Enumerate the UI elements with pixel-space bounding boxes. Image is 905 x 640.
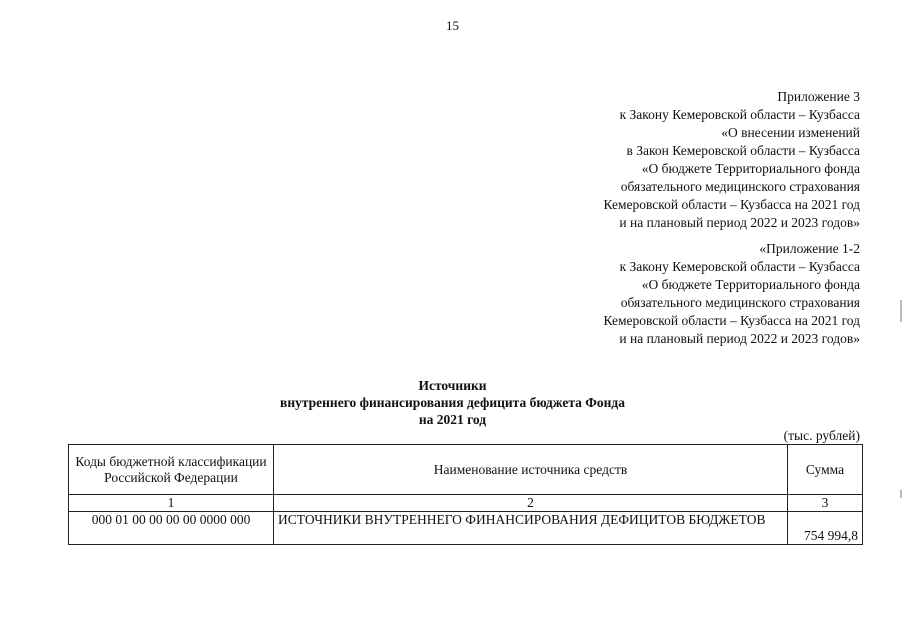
title-line: на 2021 год	[418, 412, 487, 427]
page-number: 15	[446, 18, 459, 33]
appendix-1-2-line: «Приложение 1-2	[759, 241, 860, 256]
column-number-row	[69, 495, 863, 512]
table-header-row	[69, 445, 863, 495]
appendix-3-line: «О внесении изменений	[721, 125, 860, 140]
appendix-3-line: обязательного медицинского страхования	[620, 179, 860, 194]
appendix-1-2-header	[604, 240, 861, 348]
sources-table	[68, 444, 863, 545]
appendix-3-line: и на плановый период 2022 и 2023 годов»	[619, 215, 860, 230]
title-line: Источники	[418, 378, 487, 393]
column-number: 1	[69, 495, 274, 512]
scan-artifact	[900, 490, 902, 498]
row-name: ИСТОЧНИКИ ВНУТРЕННЕГО ФИНАНСИРОВАНИЯ ДЕФИЦИТОВ БЮДЖЕТОВ	[274, 512, 788, 545]
appendix-3-line: к Закону Кемеровской области – Кузбасса	[619, 107, 860, 122]
document-title	[0, 377, 905, 428]
appendix-3-line: Приложение 3	[777, 89, 860, 104]
appendix-1-2-line: к Закону Кемеровской области – Кузбасса	[619, 259, 860, 274]
table-row	[69, 512, 863, 545]
title-line: внутреннего финансирования дефицита бюджета Фонда	[280, 395, 625, 410]
appendix-3-header	[604, 88, 861, 232]
appendix-3-line: Кемеровской области – Кузбасса на 2021 год	[603, 197, 860, 212]
appendix-1-2-line: обязательного медицинского страхования	[620, 295, 860, 310]
header-name: Наименование источника средств	[274, 445, 788, 495]
column-number: 2	[274, 495, 788, 512]
row-sum: 754 994,8	[788, 512, 863, 545]
column-number: 3	[788, 495, 863, 512]
units-label: (тыс. рублей)	[783, 428, 860, 443]
appendix-3-line: в Закон Кемеровской области – Кузбасса	[626, 143, 860, 158]
appendix-3-line: «О бюджете Территориального фонда	[641, 161, 860, 176]
appendix-1-2-line: и на плановый период 2022 и 2023 годов»	[619, 331, 860, 346]
appendix-1-2-line: Кемеровской области – Кузбасса на 2021 год	[603, 313, 860, 328]
header-codes: Коды бюджетной классификации Российской Федерации	[69, 445, 274, 495]
row-code: 000 01 00 00 00 00 0000 000	[69, 512, 274, 545]
scan-artifact	[900, 300, 902, 322]
header-sum: Сумма	[788, 445, 863, 495]
appendix-1-2-line: «О бюджете Территориального фонда	[641, 277, 860, 292]
